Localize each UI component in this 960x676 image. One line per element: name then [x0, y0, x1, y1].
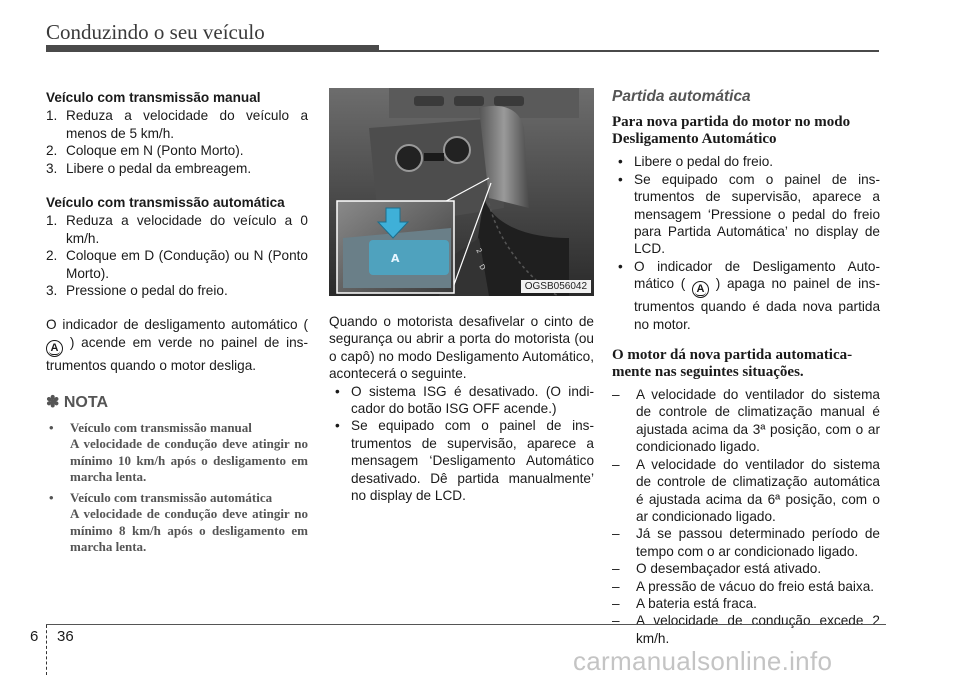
list-item: 2. Coloque em D (Condução) ou N (Ponto Morto). — [46, 248, 308, 281]
list-item: • Se equipado com o painel de instrumentos de supervisão, aparece a mensagem ‘Pressione o pedal do freio para Partida Automática’ no display de LCD. — [618, 171, 880, 257]
list-item: – A velocidade do ventilador do sistema de controle de climatização automática é ajustada acima da 6ª posição, com o ar condicionado ligado. — [612, 456, 880, 524]
list-item: – A velocidade do ventilador do sistema de controle de climatização manual é ajustada acima da 3ª posição, com o ar condicionado ligado. — [612, 387, 880, 455]
photo-caption: OGSB056042 — [521, 280, 591, 293]
footer-divider — [46, 625, 47, 675]
list-item: • O indicador de Desligamento Automático ( A ) apaga no painel de instrumentos quando é dada nova partida no motor. — [618, 258, 881, 332]
list-item: 1. Reduza a velocidade do veículo a menos de 5 km/h. — [46, 108, 308, 141]
list-item: – O desembaçador está ativado. — [612, 561, 822, 577]
manual-heading: Veículo com transmissão manual — [46, 90, 261, 105]
auto-stop-indicator-icon: A — [46, 340, 63, 357]
footer-rule — [46, 624, 886, 625]
page-header-title: Conduzindo o seu veículo — [46, 20, 265, 44]
list-item: 3. Pressione o pedal do freio. — [46, 283, 228, 299]
note-title: ✽ NOTA — [46, 394, 108, 412]
svg-text:D: D — [477, 263, 487, 272]
list-item: – A velocidade de condução excede 2 km/h. — [612, 613, 880, 646]
list-item: 1. Reduza a velocidade do veículo a 0 km/h. — [46, 213, 308, 246]
list-item: – Já se passou determinado período de tempo com o ar condicionado ligado. — [612, 526, 880, 559]
auto-steps — [46, 212, 308, 299]
console-photo-illustration — [329, 88, 594, 296]
intro-paragraph: Quando o motorista desafivelar o cinto de segurança ou abrir a porta do motorista (ou o capô) no modo Desligamento Automático, acontecerá o seguinte. — [329, 314, 594, 382]
svg-text:A: A — [391, 252, 400, 265]
subheading-conditions: O motor dá nova partida automaticamente nas seguintes situações. — [612, 347, 853, 381]
section-number: 6 — [30, 628, 39, 645]
note-text: A velocidade de condução deve atingir no mínimo 8 km/h após o desligamento em marcha lenta. — [70, 506, 308, 555]
watermark: carmanualsonline.info — [573, 646, 833, 676]
header-rule — [379, 50, 879, 52]
list-item: 3. Libere o pedal da embreagem. — [46, 160, 252, 176]
page-number: 36 — [57, 628, 74, 645]
header-bar — [46, 45, 379, 52]
note-item: • Veículo com transmissão automática — [49, 489, 273, 505]
list-item: – A pressão de vácuo do freio está baixa. — [612, 578, 875, 594]
indicator-paragraph: O indicador de desligamento automático ( A ) acende em verde no painel de instrumentos quando o motor desliga. — [46, 317, 308, 373]
right-column — [612, 88, 880, 647]
list-item: • Se equipado com o painel de instrumentos de supervisão, aparece a mensagem ‘Desligamento Automático desativado. Dê partida manualmente’ no display de LCD. — [335, 418, 594, 504]
list-item: – A bateria está fraca. — [612, 595, 757, 611]
console-photo — [329, 88, 594, 296]
manual-steps — [46, 107, 308, 177]
auto-stop-indicator-icon: A — [692, 281, 709, 298]
left-column — [46, 89, 308, 560]
section-title: Partida automática — [612, 88, 751, 105]
note-text: A velocidade de condução deve atingir no mínimo 10 km/h após o desligamento em marcha lenta. — [70, 436, 308, 485]
subheading-restart: Para nova partida do motor no modo Desligamento Automático — [612, 114, 851, 148]
note-item: • Veículo com transmissão manual — [49, 419, 252, 435]
list-item: • Libere o pedal do freio. — [618, 154, 774, 170]
list-item: • O sistema ISG é desativado. (O indicador do botão ISG OFF acende.) — [335, 383, 594, 417]
auto-heading: Veículo com transmissão automática — [46, 195, 285, 211]
middle-column — [329, 313, 594, 504]
list-item: 2. Coloque em N (Ponto Morto). — [46, 143, 244, 159]
svg-text:2: 2 — [474, 247, 484, 255]
